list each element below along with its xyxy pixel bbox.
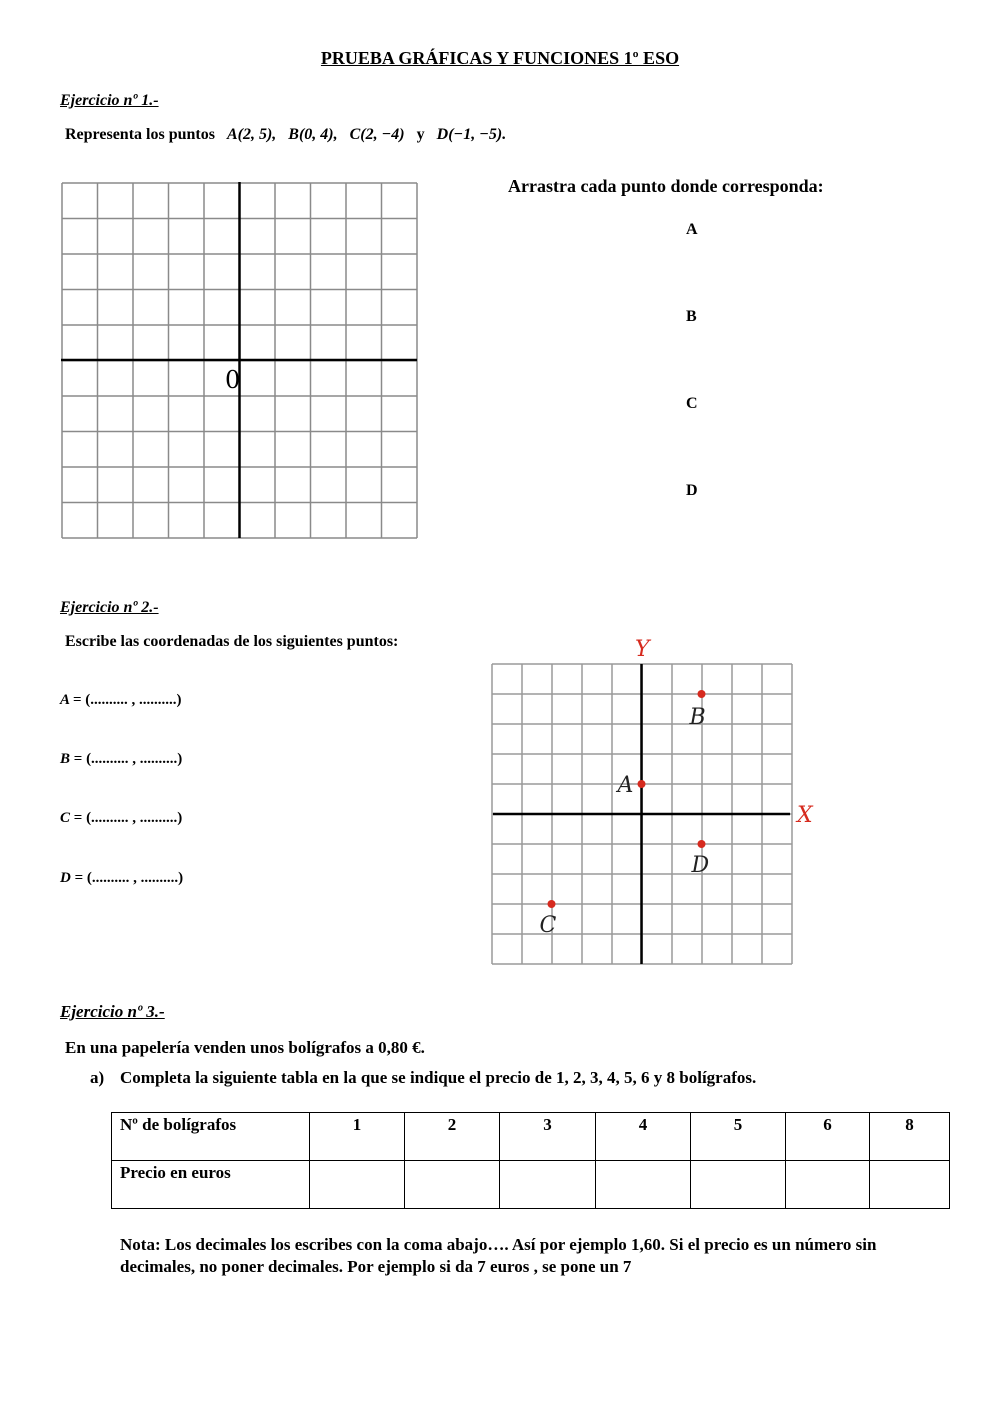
- plotted-point-label-d: D: [691, 853, 710, 878]
- quantity-cell: 4: [596, 1113, 691, 1161]
- plotted-point-label-c: C: [539, 913, 557, 938]
- part-a-text: Completa la siguiente tabla en la que se indique el precio de 1, 2, 3, 4, 5, 6 y 8 bolígrafos.: [120, 1068, 757, 1087]
- quantity-cell: 3: [500, 1113, 596, 1161]
- quantity-cell: 1: [310, 1113, 405, 1161]
- answer-line-d: [60, 870, 183, 887]
- answer-a-blank[interactable]: = (.......... , ..........): [72, 692, 182, 708]
- draggable-point-b[interactable]: B: [686, 308, 697, 325]
- answer-line-b: [60, 751, 182, 768]
- answer-a-label: A: [60, 692, 70, 708]
- plotted-point-label-a: A: [617, 773, 634, 798]
- price-input-cell[interactable]: [500, 1161, 596, 1209]
- table-row-quantities: [112, 1113, 950, 1161]
- quantity-cell: 2: [405, 1113, 500, 1161]
- price-input-cell[interactable]: [310, 1161, 405, 1209]
- plotted-point-label-b: B: [689, 705, 706, 730]
- point-d-text: D(−1, −5).: [436, 126, 507, 143]
- plotted-point-a: [638, 780, 646, 788]
- plotted-point-b: [698, 690, 706, 698]
- quantity-cell: 5: [691, 1113, 786, 1161]
- draggable-point-c[interactable]: C: [686, 395, 698, 412]
- answer-line-a: [60, 692, 181, 709]
- quantity-cell: 6: [786, 1113, 870, 1161]
- row-header-quantity: Nº de bolígrafos: [112, 1113, 310, 1161]
- answer-c-label: C: [60, 810, 71, 826]
- note-text: Nota: Los decimales los escribes con la coma abajo…. Así por ejemplo 1,60. Si el precio es un número sin decimales, no poner decimales. Por ejemplo si da 7 euros , se pone un 7: [120, 1235, 877, 1276]
- coordinate-grid-2: [485, 630, 830, 970]
- answer-d-blank[interactable]: = (.......... , ..........): [74, 870, 184, 886]
- exercise-1-instruction: [65, 126, 506, 144]
- answer-d-label: D: [60, 870, 71, 886]
- exercise-3-statement: En una papelería venden unos bolígrafos a 0,80 €.: [65, 1038, 425, 1057]
- part-a-marker: a): [90, 1068, 105, 1087]
- price-input-cell[interactable]: [870, 1161, 950, 1209]
- answer-c-blank[interactable]: = (.......... , ..........): [73, 810, 183, 826]
- x-axis-label: X: [797, 803, 813, 828]
- point-b-text: B(0, 4),: [288, 126, 338, 143]
- answer-b-blank[interactable]: = (.......... , ..........): [73, 751, 183, 767]
- origin-label: 0: [225, 366, 241, 394]
- quantity-cell: 8: [870, 1113, 950, 1161]
- point-a-text: A(2, 5),: [226, 126, 277, 143]
- exercise-2-instruction: Escribe las coordenadas de los siguientes puntos:: [65, 633, 399, 650]
- answer-line-c: [60, 810, 182, 827]
- plotted-point-c: [548, 900, 556, 908]
- coordinate-grid-1[interactable]: [61, 182, 419, 540]
- price-input-cell[interactable]: [691, 1161, 786, 1209]
- exercise-3-heading: Ejercicio nº 3.-: [60, 1002, 165, 1021]
- draggable-point-a[interactable]: A: [686, 221, 698, 238]
- exercise-1-heading: Ejercicio nº 1.-: [60, 92, 159, 109]
- y-axis-label: Y: [635, 637, 650, 662]
- draggable-point-d[interactable]: D: [686, 482, 698, 499]
- drag-instruction: Arrastra cada punto donde corresponda:: [508, 176, 824, 196]
- page-title: PRUEBA GRÁFICAS Y FUNCIONES 1º ESO: [320, 48, 680, 68]
- table-row-prices: [112, 1161, 950, 1209]
- connector-y: y: [416, 126, 425, 143]
- price-table: [111, 1112, 950, 1209]
- point-c-text: C(2, −4): [349, 126, 405, 143]
- price-input-cell[interactable]: [405, 1161, 500, 1209]
- plotted-point-d: [698, 840, 706, 848]
- answer-b-label: B: [60, 751, 71, 767]
- price-input-cell[interactable]: [786, 1161, 870, 1209]
- instruction-prefix: Representa los puntos: [65, 126, 215, 143]
- price-input-cell[interactable]: [596, 1161, 691, 1209]
- row-header-price: Precio en euros: [112, 1161, 310, 1209]
- exercise-2-heading: Ejercicio nº 2.-: [60, 599, 159, 616]
